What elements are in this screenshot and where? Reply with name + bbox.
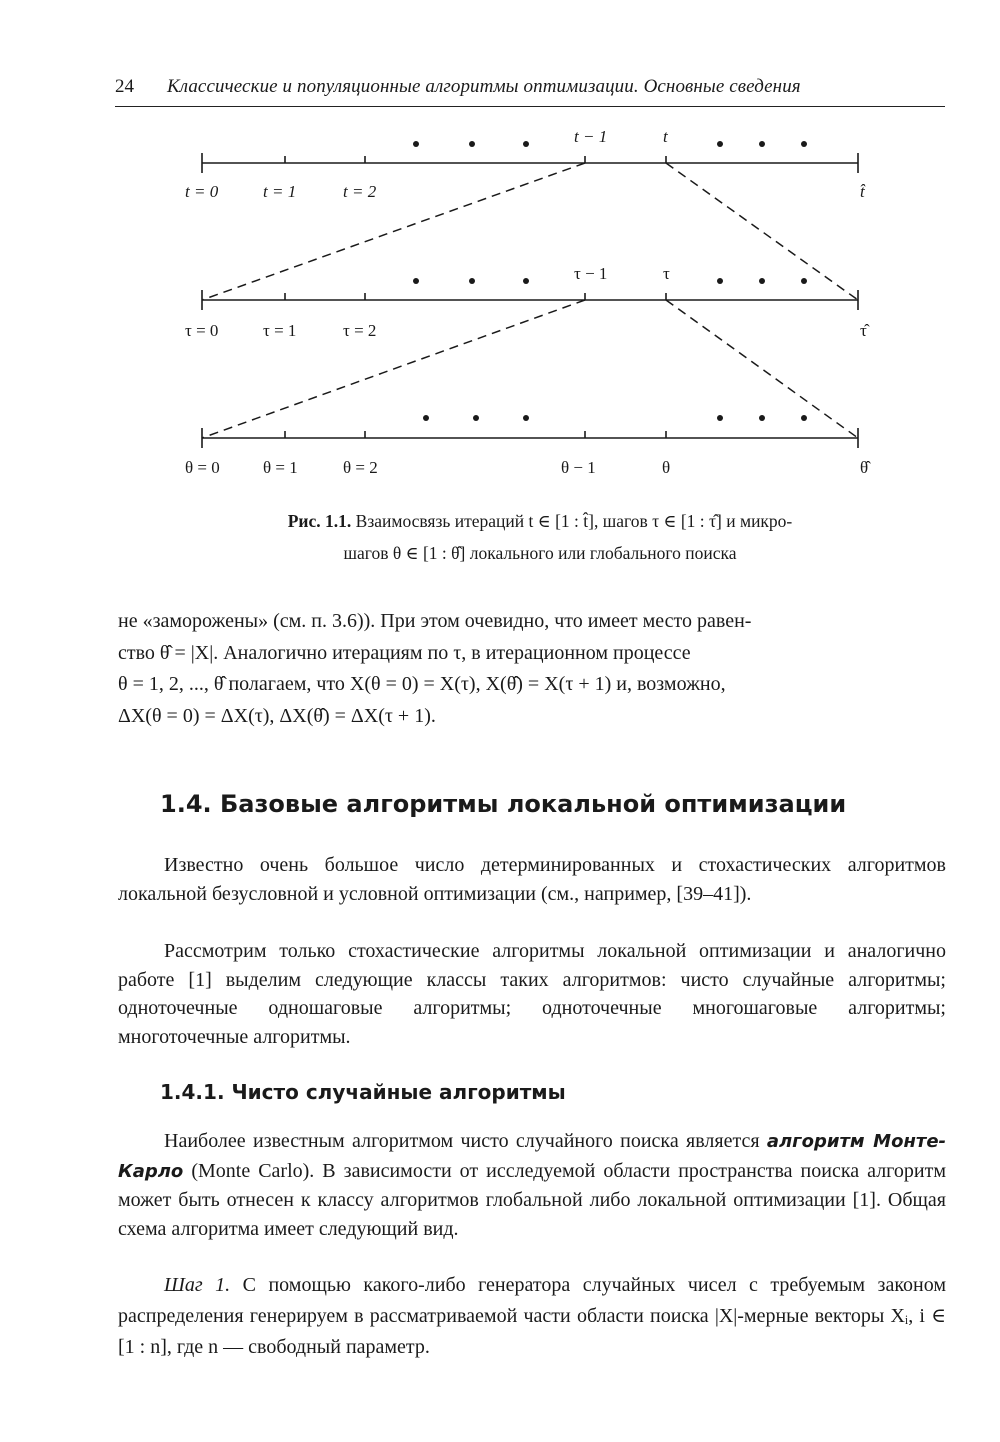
row3-dot bbox=[801, 415, 807, 421]
text-line: ΔX(θ = 0) = ΔX(τ), ΔX(θ̂) = ΔX(τ + 1). bbox=[118, 704, 436, 727]
row1-dot bbox=[413, 141, 419, 147]
row3-dot bbox=[759, 415, 765, 421]
row3-end-label: θ̂ bbox=[860, 458, 869, 477]
row3-dot bbox=[717, 415, 723, 421]
step-text: С помощью какого-либо генератора случайных чисел с требуемым законом распределения генерируем в рассматриваемой части области поиска |X|-мерные векторы Xᵢ, i ∈ [1 : n], где n — свободный параметр. bbox=[118, 1274, 947, 1358]
row1-end-label: t̂ bbox=[860, 182, 865, 201]
row3-right-label: θ bbox=[662, 458, 671, 477]
term-monte-carlo: алгоритм Монте-Карло bbox=[118, 1131, 946, 1182]
row3-dot bbox=[523, 415, 529, 421]
row3-tick-label: θ = 2 bbox=[343, 458, 378, 477]
row2-dot bbox=[759, 278, 765, 284]
row3-dot bbox=[423, 415, 429, 421]
row3-tick-label: θ = 0 bbox=[185, 458, 220, 477]
paragraph bbox=[118, 1127, 946, 1243]
row2-tick-label: τ = 0 bbox=[185, 321, 219, 340]
row2-left-label: τ − 1 bbox=[574, 264, 608, 283]
row2-dot bbox=[801, 278, 807, 284]
running-header bbox=[115, 76, 945, 107]
paragraph: Известно очень большое число детерминированных и стохастических алгоритмов локальной безусловной и условной оптимизации (см., например, [39–41]). bbox=[118, 854, 946, 905]
row1-right-label: t bbox=[663, 127, 668, 146]
page-number: 24 bbox=[115, 76, 134, 97]
caption-label: Рис. 1.1. bbox=[287, 511, 352, 531]
row1-dot bbox=[469, 141, 475, 147]
text-line: не «заморожены» (см. п. 3.6)). При этом очевидно, что имеет место равен- bbox=[118, 610, 752, 632]
row3-tick-label: θ = 1 bbox=[263, 458, 298, 477]
text-line: θ = 1, 2, ..., θ̂ полагаем, что X(θ = 0) = X(τ), X(θ̂) = X(τ + 1) и, возможно, bbox=[118, 673, 726, 695]
paragraph-rest: (Monte Carlo). В зависимости от исследуемой области пространства поиска алгоритм может быть отнесен к классу алгоритмов глобальной либо локальной оптимизации [1]. Общая схема алгоритма имеет следующий вид. bbox=[118, 1159, 946, 1240]
row3-dot bbox=[473, 415, 479, 421]
row2-dot bbox=[413, 278, 419, 284]
step-label: Шаг 1. bbox=[164, 1274, 231, 1296]
paragraph-step-1 bbox=[118, 1270, 946, 1363]
row1-dot bbox=[717, 141, 723, 147]
paragraph: Рассмотрим только стохастические алгоритмы локальной оптимизации и аналогично работе [1] выделим следующие классы таких алгоритмов: чисто случайные алгоритмы; одноточечные одношаговые алгоритмы; одноточечные многошаговые алгоритмы; многоточечные алгоритмы. bbox=[118, 940, 946, 1048]
row2-tick-label: τ = 1 bbox=[263, 321, 297, 340]
running-title: Классические и популяционные алгоритмы оптимизации. Основные сведения bbox=[167, 76, 801, 97]
paragraph-start: Наиболее известным алгоритмом чисто случайного поиска является bbox=[164, 1130, 760, 1152]
row2-dot bbox=[717, 278, 723, 284]
row2-tick-label: τ = 2 bbox=[343, 321, 377, 340]
row2-dot bbox=[523, 278, 529, 284]
text-line: ство θ̂ = |X|. Аналогично итерациям по τ, в итерационном процессе bbox=[118, 641, 691, 664]
row1-tick-label: t = 1 bbox=[263, 182, 297, 201]
paragraph-continuation bbox=[118, 606, 946, 732]
row1-dot bbox=[759, 141, 765, 147]
subsection-heading: 1.4.1. Чисто случайные алгоритмы bbox=[160, 1080, 566, 1104]
row2-dot bbox=[469, 278, 475, 284]
row1-tick-label: t = 2 bbox=[343, 182, 377, 201]
row2-end-label: τ̂ bbox=[860, 321, 867, 340]
figure-caption bbox=[195, 505, 885, 569]
row1-left-label: t − 1 bbox=[574, 127, 608, 146]
caption-line-2: шагов θ ∈ [1 : θ̂] локального или глобального поиска bbox=[343, 543, 737, 563]
row1-dot bbox=[523, 141, 529, 147]
row3-left-label: θ − 1 bbox=[561, 458, 596, 477]
timeline-diagram bbox=[170, 120, 890, 500]
figure-1-1 bbox=[170, 120, 890, 500]
row1-tick-label: t = 0 bbox=[185, 182, 219, 201]
caption-line-1: Взаимосвязь итераций t ∈ [1 : t̂], шагов τ ∈ [1 : τ̂] и микро- bbox=[355, 511, 793, 531]
row2-right-label: τ bbox=[663, 264, 670, 283]
section-heading: 1.4. Базовые алгоритмы локальной оптимизации bbox=[160, 790, 847, 818]
row1-dot bbox=[801, 141, 807, 147]
